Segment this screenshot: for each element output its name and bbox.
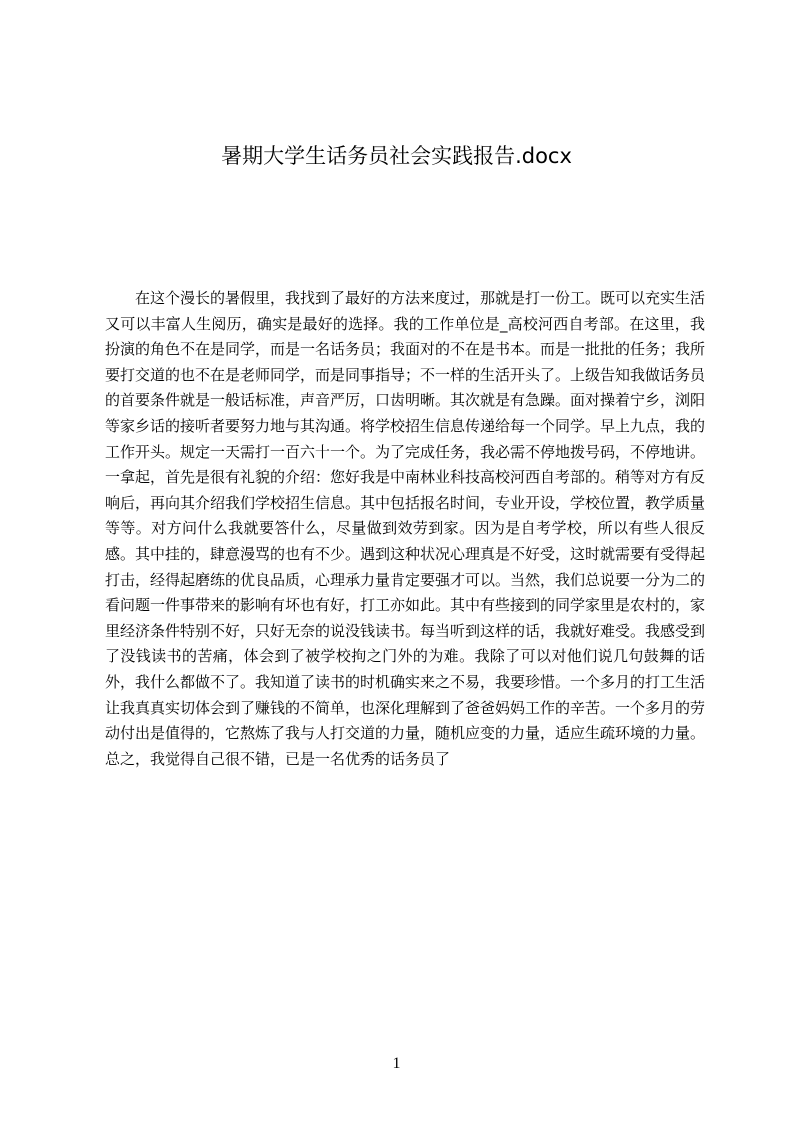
body-paragraph: 在这个漫长的暑假里，我找到了最好的方法来度过，那就是打一份工。既可以充实生活又可以丰富人生阅历，确实是最好的选择。我的工作单位是_高校河西自考部。在这里，我扮演的角色不在是同学，而是一名话务员；我面对的不在是书本。而是一批批的任务；我所要打交道的也不在是老师同学，而是同事指导；不一样的生活开头了。上级告知我做话务员的首要条件就是一般话标准，声音严厉，口齿明晰。其次就是有急躁。面对操着宁乡，浏阳等家乡话的接听者要努力地与其沟通。将学校招生信息传递给每一个同学。早上九点，我的工作开头。规定一天需打一百六十一个。为了完成任务，我必需不停地拨号码，不停地讲。一拿起，首先是很有礼貌的介绍：您好我是中南林业科技高校河西自考部的。稍等对方有反响后，再向其介绍我们学校招生信息。其中包括报名时间，专业开设，学校位置，教学质量等等。对方问什么我就要答什么，尽量做到效劳到家。因为是自考学校，所以有些人很反感。其中挂的，肆意漫骂的也有不少。遇到这种状况心理真是不好受，这时就需要有受得起打击，经得起磨练的优良品质，心理承力量肯定要强才可以。当然，我们总说要一分为二的看问题一件事带来的影响有坏也有好，打工亦如此。其中有些接到的同学家里是农村的，家里经济条件特别不好，只好无奈的说没钱读书。每当听到这样的话，我就好难受。我感受到了没钱读书的苦痛，体会到了被学校拘之门外的为难。我除了可以对他们说几句鼓舞的话外，我什么都做不了。我知道了读书的时机确实来之不易，我要珍惜。一个多月的打工生活让我真真实切体会到了赚钱的不简单，也深化理解到了爸爸妈妈工作的辛苦。一个多月的劳动付出是值得的，它熬炼了我与人打交道的力量，随机应变的力量，适应生疏环境的力量。总之，我觉得自己很不错，已是一名优秀的话务员了 <box>105 289 706 768</box>
document-title: 暑期大学生话务员社会实践报告.docx <box>221 144 572 168</box>
page-number: 1 <box>392 1055 401 1072</box>
